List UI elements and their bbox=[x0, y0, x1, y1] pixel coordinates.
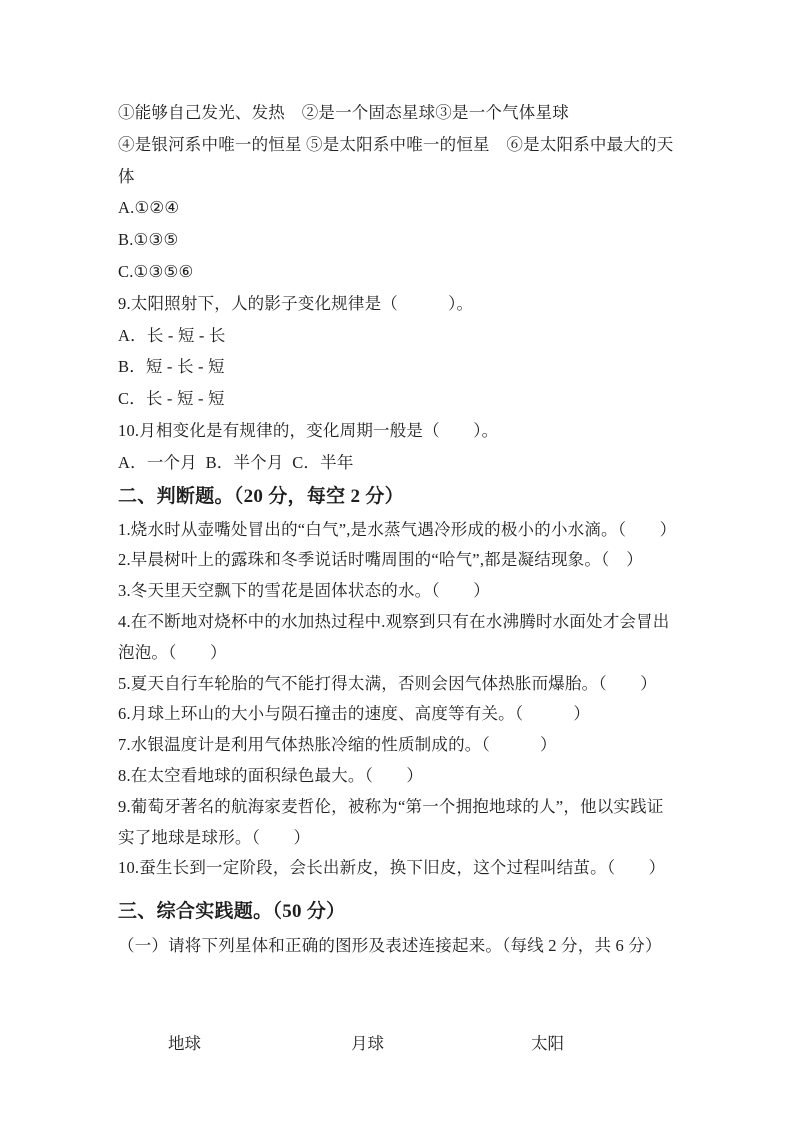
judgement-item-10: 10.蚕生长到一定阶段，会长出新皮，换下旧皮，这个过程叫结茧。（ ） bbox=[118, 858, 666, 878]
practice-intro: （一）请将下列星体和正确的图形及表述连接起来。（每线 2 分，共 6 分） bbox=[118, 936, 662, 956]
body-label-sun: 太阳 bbox=[531, 1033, 564, 1053]
q9-option-b: B．短 - 长 - 短 bbox=[118, 357, 225, 377]
question-10-stem: 10.月相变化是有规律的，变化周期一般是（ ）。 bbox=[118, 420, 499, 440]
judgement-item-8: 8.在太空看地球的面积绿色最大。（ ） bbox=[118, 765, 424, 785]
celestial-bodies-row bbox=[118, 1028, 680, 1060]
page-content bbox=[118, 97, 680, 1060]
clue-line-2: ④是银河系中唯一的恒星 ⑤是太阳系中唯一的恒星 ⑥是太阳系中最大的天体 bbox=[118, 134, 674, 186]
question-9-stem: 9.太阳照射下，人的影子变化规律是（ ）。 bbox=[118, 293, 474, 313]
body-label-moon: 月球 bbox=[351, 1033, 384, 1053]
judgement-item-3: 3.冬天里天空飘下的雪花是固体状态的水。（ ） bbox=[118, 581, 490, 601]
q10-options-line: A．一个月 B．半个月 C．半年 bbox=[118, 452, 354, 472]
q8-option-a: A.①②④ bbox=[118, 198, 180, 218]
q8-option-c: C.①③⑤⑥ bbox=[118, 261, 194, 281]
judgement-item-5: 5.夏天自行车轮胎的气不能打得太满，否则会因气体热胀而爆胎。（ ） bbox=[118, 673, 657, 693]
body-label-earth: 地球 bbox=[168, 1033, 201, 1053]
judgement-section-heading: 二、判断题。（20 分，每空 2 分） bbox=[118, 485, 404, 507]
judgement-item-9: 9.葡萄牙著名的航海家麦哲伦，被称为“第一个拥抱地球的人”，他以实践证实了地球是球形。（ ） bbox=[118, 796, 664, 847]
q8-option-b: B.①③⑤ bbox=[118, 230, 179, 250]
q9-option-c: C．长 - 短 - 短 bbox=[118, 389, 225, 409]
judgement-item-1: 1.烧水时从壶嘴处冒出的“白气”,是水蒸气遇冷形成的极小的小水滴。（ ） bbox=[118, 519, 677, 539]
judgement-item-7: 7.水银温度计是利用气体热胀冷缩的性质制成的。（ ） bbox=[118, 735, 557, 755]
q9-option-a: A．长 - 短 - 长 bbox=[118, 325, 226, 345]
judgement-item-6: 6.月球上环山的大小与陨石撞击的速度、高度等有关。（ ） bbox=[118, 704, 591, 724]
practice-section-heading: 三、综合实践题。（50 分） bbox=[118, 901, 346, 923]
clue-line-1: ①能够自己发光、发热 ②是一个固态星球③是一个气体星球 bbox=[118, 103, 569, 122]
judgement-item-4: 4.在不断地对烧杯中的水加热过程中.观察到只有在水沸腾时水面处才会冒出泡泡。（ ） bbox=[118, 611, 670, 662]
judgement-item-2: 2.早晨树叶上的露珠和冬季说话时嘴周围的“哈气”,都是凝结现象。（ ） bbox=[118, 550, 643, 570]
